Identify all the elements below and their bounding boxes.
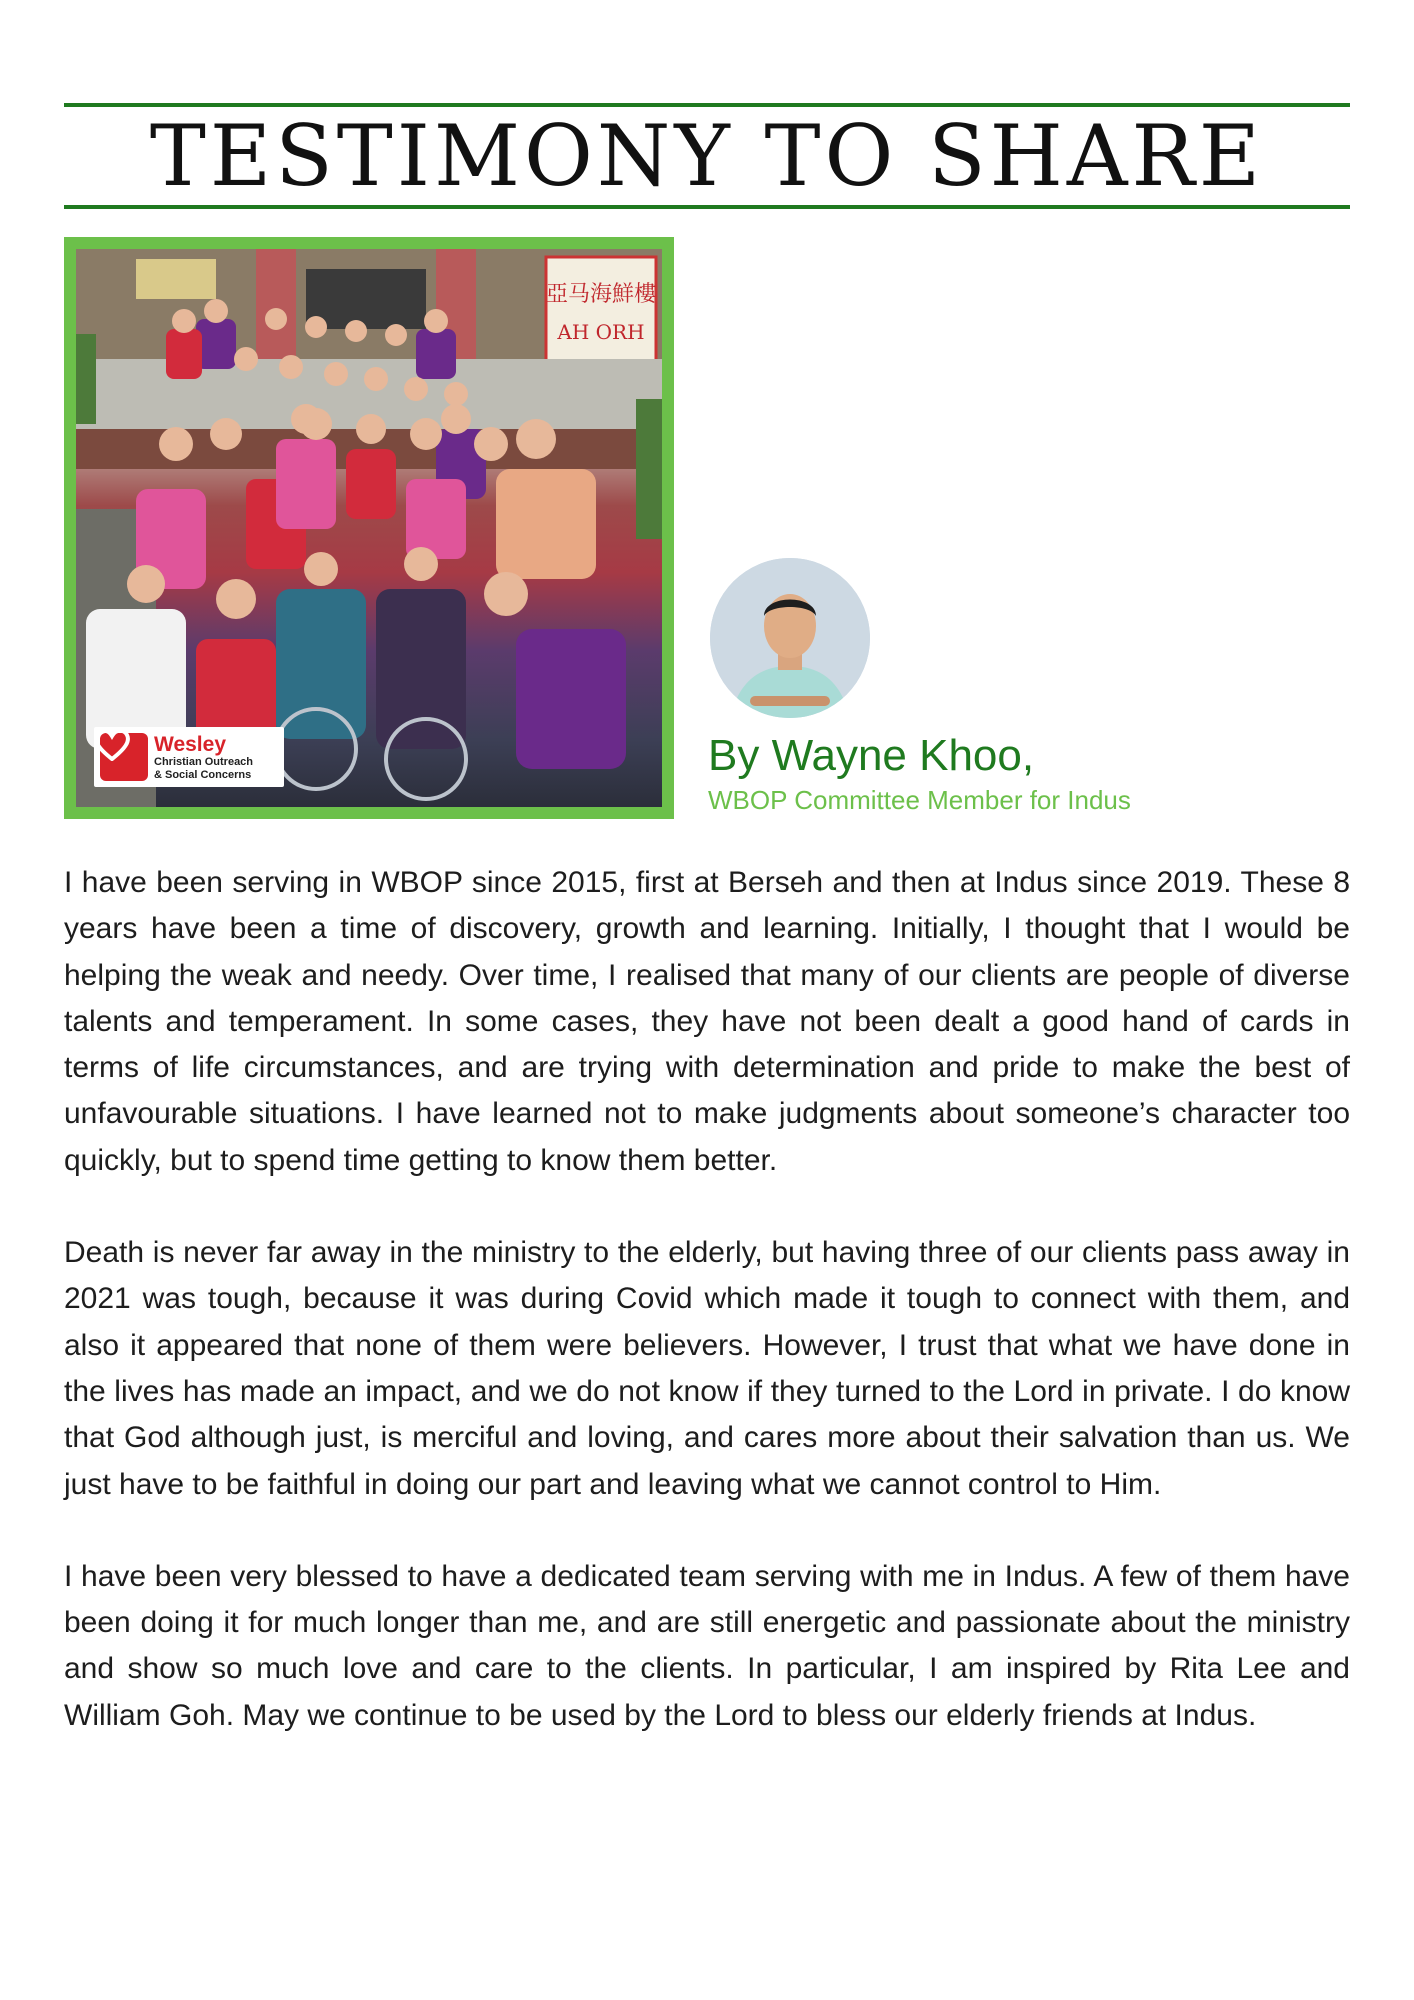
byline-name: By Wayne Khoo, <box>708 731 1035 780</box>
logo-subtitle-2: & Social Concerns <box>154 768 252 781</box>
group-photo-frame <box>64 237 674 819</box>
testimony-body <box>64 860 1350 1785</box>
logo-name: Wesley <box>154 732 226 756</box>
group-photo <box>76 249 662 807</box>
group-photo-illustration <box>76 249 662 807</box>
title-rule-bottom <box>64 205 1350 209</box>
shop-sign-latin: AH ORH <box>557 320 645 344</box>
page-title: TESTIMONY TO SHARE <box>149 107 1265 205</box>
logo-subtitle-1: Christian Outreach <box>154 755 254 768</box>
paragraph-1: I have been serving in WBOP since 2015, first at Berseh and then at Indus since 2019. These 8 years have been a time of discovery, growth and learning. Initially, I thought that I would be helping the weak and needy. Over time, I realised that many of our clients are people of diverse talents and temperament. In some cases, they have not been dealt a good hand of cards in terms of life circumstances, and are trying with determination and pride to make the best of unfavourable situations. I have learned not to make judgments about someone’s character too quickly, but to spend time getting to know them better. <box>64 866 1350 1177</box>
shop-sign-chinese: 亞马海鮮樓 <box>545 282 657 307</box>
author-avatar <box>710 558 870 718</box>
paragraph-3: I have been very blessed to have a dedicated team serving with me in Indus. A few of them have been doing it for much longer than me, and are still energetic and passionate about the ministry and show so much love and care to the clients. In particular, I am inspired by Rita Lee and William Goh. May we continue to be used by the Lord to bless our elderly friends at Indus. <box>64 1559 1350 1732</box>
byline-role: WBOP Committee Member for Indus <box>708 785 1131 815</box>
wesley-logo <box>94 727 284 787</box>
heart-logo-icon <box>100 733 148 781</box>
paragraph-2: Death is never far away in the ministry to the elderly, but having three of our clients pass away in 2021 was tough, because it was during Covid which made it tough to connect with them, and also it appeared that none of them were believers. However, I trust that what we have done in the lives has made an impact, and we do not know if they turned to the Lord in private. I do know that God although just, is merciful and loving, and cares more about their salvation than us. We just have to be faithful in doing our part and leaving what we cannot control to Him. <box>64 1236 1350 1501</box>
